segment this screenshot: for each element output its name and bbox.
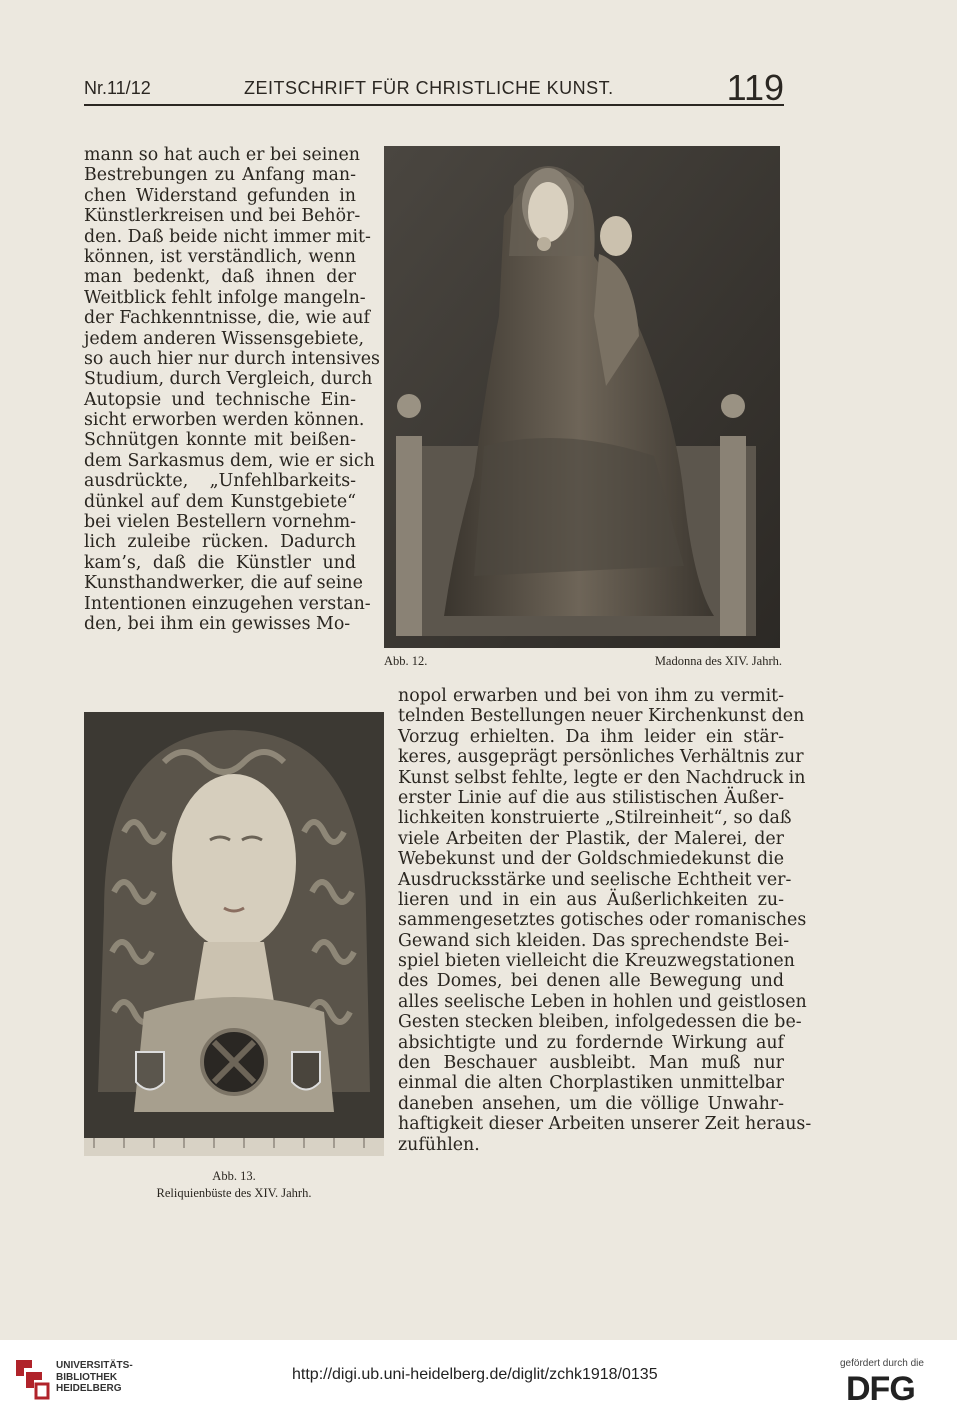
journal-title: ZEITSCHRIFT FÜR CHRISTLICHE KUNST. <box>244 78 614 98</box>
text-line: alles seelische Leben in hohlen und geistlosen <box>398 991 807 1012</box>
issue-number: Nr.11/12 <box>84 78 151 98</box>
text-line: daneben ansehen, um die völlige Unwahr- <box>398 1093 784 1114</box>
header-rule <box>84 104 784 106</box>
digitization-footer <box>0 1340 957 1419</box>
text-line: bei vielen Bestellern vornehm- <box>84 512 356 533</box>
reliquary-bust-illustration <box>84 712 384 1156</box>
text-line: Vorzug erhielten. Da ihm leider ein stär- <box>398 726 784 747</box>
text-line: telnden Bestellungen neuer Kirchenkunst den <box>398 706 805 727</box>
text-line: Intentionen einzugehen verstan- <box>84 593 371 614</box>
text-line: mann so hat auch er bei seinen <box>84 145 360 165</box>
text-line: lieren und in ein aus Äußerlichkeiten zu- <box>398 889 784 910</box>
text-line: den Beschauer ausbleibt. Man muß nur <box>398 1053 784 1074</box>
left-text-column <box>84 145 380 634</box>
text-line: Kunst selbst fehlte, legte er den Nachdruck in <box>398 767 806 788</box>
text-line: sicht erworben werden können. <box>84 410 365 431</box>
text-line: erster Linie auf die aus stilistischen Äußer- <box>398 787 784 808</box>
text-line: viele Arbeiten der Plastik, der Malerei, der <box>398 828 784 849</box>
text-line: kam’s, daß die Künstler und <box>84 552 356 573</box>
funder-logo <box>834 1356 946 1412</box>
figure-13-caption: Reliquienbüste des XIV. Jahrh. <box>156 1186 312 1200</box>
text-line: ausdrückte, „Unfehlbarkeits- <box>84 471 356 492</box>
text-line: keres, ausgeprägt persönliches Verhältnis zur <box>398 747 804 768</box>
text-line: Bestrebungen zu Anfang man- <box>84 165 356 186</box>
text-line: spiel bieten vielleicht die Kreuzwegstationen <box>398 951 795 972</box>
university-library-logo <box>12 1356 152 1412</box>
text-line: den. Daß beide nicht immer mit- <box>84 226 371 247</box>
figure-13-bust-photo <box>84 712 384 1156</box>
text-line: dünkel auf dem Kunstgebiete“ <box>84 491 356 512</box>
text-line: sammengesetztes gotisches oder romanisches <box>398 910 807 931</box>
text-line: chen Widerstand gefunden in <box>84 185 356 206</box>
library-logo-text: UNIVERSITÄTS- BIBLIOTHEK HEIDELBERG <box>56 1360 133 1394</box>
text-line: lichkeiten konstruierte „Stilreinheit“, so daß <box>398 808 792 829</box>
text-line: Gesten stecken bleiben, infolgedessen die be- <box>398 1012 802 1033</box>
figure-12-caption: Madonna des XIV. Jahrh. <box>654 654 782 668</box>
funding-note: gefördert durch die <box>840 1358 924 1369</box>
text-line: lich zuleibe rücken. Dadurch <box>84 532 356 553</box>
figure-12-madonna-photo <box>384 146 780 648</box>
library-logo-icon <box>12 1356 52 1402</box>
running-header <box>84 67 784 108</box>
figure-12-label: Abb. 12. <box>384 654 428 668</box>
text-line: können, ist verständlich, wenn <box>84 246 356 267</box>
text-line: zufühlen. <box>398 1134 480 1155</box>
right-text-column <box>398 686 812 1155</box>
text-line: Autopsie und technische Ein- <box>84 389 356 410</box>
text-line: absichtigte und zu fordernde Wirkung auf <box>398 1032 784 1053</box>
text-line: Gewand sich kleiden. Das sprechendste Bei- <box>398 930 790 951</box>
text-line: so auch hier nur durch intensives <box>84 348 380 369</box>
text-line: haftigkeit dieser Arbeiten unserer Zeit heraus- <box>398 1114 812 1135</box>
text-line: Weitblick fehlt infolge mangeln- <box>84 287 366 308</box>
text-line: den, bei ihm ein gewisses Mo- <box>84 613 351 634</box>
text-line: man bedenkt, daß ihnen der <box>84 267 356 288</box>
text-line: Webekunst und der Goldschmiedekunst die <box>398 849 784 870</box>
figure-13-label: Abb. 13. <box>212 1169 256 1183</box>
text-line: einmal die alten Chorplastiken unmittelbar <box>398 1073 784 1094</box>
text-line: Schnütgen konnte mit beißen- <box>84 430 356 451</box>
source-url[interactable]: http://digi.ub.uni-heidelberg.de/diglit/zchk1918/0135 <box>292 1366 658 1383</box>
dfg-logo-text: DFG <box>846 1370 915 1408</box>
figure-13-caption-block <box>84 1168 384 1202</box>
text-line: dem Sarkasmus dem, wie er sich <box>84 450 375 471</box>
text-line: jedem anderen Wissensgebiete, <box>84 328 365 349</box>
text-line: der Fachkenntnisse, die, wie auf <box>84 308 370 329</box>
page-number: 119 <box>726 67 784 108</box>
text-line: Künstlerkreisen und bei Behör- <box>84 206 361 227</box>
text-line: nopol erwarben und bei von ihm zu vermit- <box>398 686 784 706</box>
madonna-sculpture-illustration <box>384 146 780 648</box>
text-line: Kunsthandwerker, die auf seine <box>84 573 363 594</box>
text-line: Studium, durch Vergleich, durch <box>84 369 373 390</box>
text-line: Ausdrucksstärke und seelische Echtheit ver- <box>398 869 792 890</box>
text-line: des Domes, bei denen alle Bewegung und <box>398 971 784 992</box>
